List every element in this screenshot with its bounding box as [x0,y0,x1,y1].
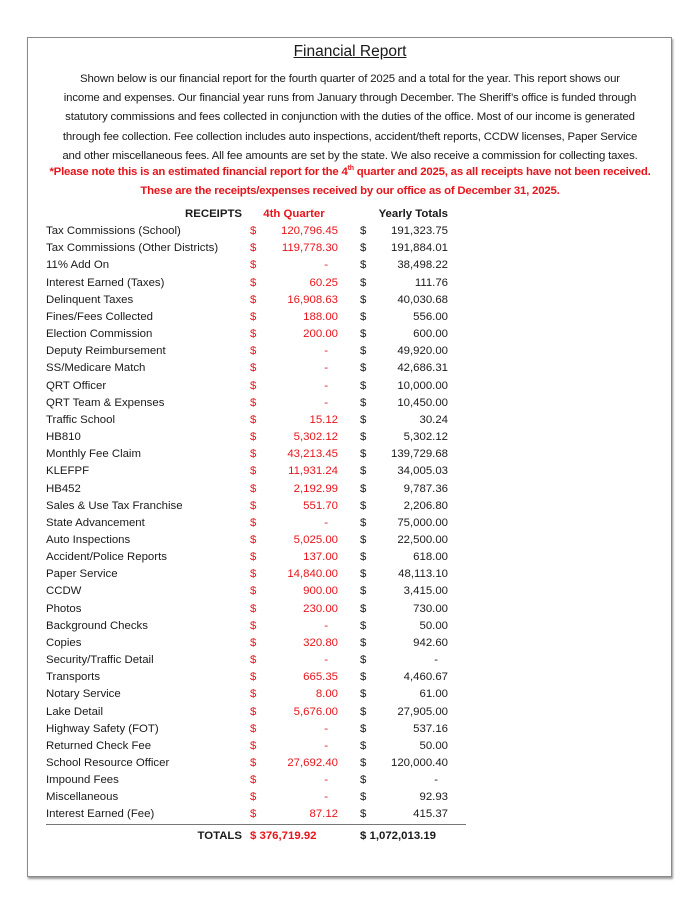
quarter-value: - [324,739,328,752]
row-label: Monthly Fee Claim [46,448,141,461]
row-label: Photos [46,602,82,615]
quarter-value: - [324,654,328,667]
yearly-value: 415.37 [372,806,448,824]
yearly-currency: $ [360,636,367,649]
quarter-value: 14,840.00 [287,568,338,581]
yearly-value: 50.00 [419,739,448,752]
table-row [46,772,466,789]
table-row [46,257,466,274]
yearly-currency: $ [360,225,367,238]
yearly-value: 3,415.00 [403,585,448,598]
row-label: Sales & Use Tax Franchise [46,499,183,512]
yearly-currency: $ [360,328,367,341]
note-line-2: These are the receipts/expenses received by our office as of December 31, 2025. [140,185,560,197]
quarter-currency: $ [250,396,257,409]
yearly-value: 120,000.40 [390,757,448,769]
intro-line: and other miscellaneous fees. All fee amounts are set by the state. We also receive a commission for collecting taxes. [62,149,638,162]
quarter-currency: $ [250,585,257,598]
yearly-currency: $ [360,806,372,824]
quarter-currency: $ [250,499,257,512]
quarter-currency: $ [250,806,262,824]
row-label: CCDW [46,585,82,598]
quarter-currency: $ [250,722,257,735]
table-row [46,566,466,583]
row-label: KLEFPF [46,465,90,478]
row-label: Miscellaneous [46,791,119,804]
quarter-value: 27,692.40 [287,757,338,769]
quarter-currency: $ [250,431,257,444]
quarter-currency: $ [250,654,257,667]
quarter-currency: $ [250,551,257,564]
table-row [46,309,466,326]
yearly-value: 9,787.36 [403,482,448,495]
quarter-currency: $ [250,757,257,769]
quarter-value: 119,778.30 [281,242,338,255]
yearly-value: - [434,654,438,667]
yearly-currency: $ [360,413,367,426]
row-label: Tax Commissions (School) [46,225,181,238]
quarter-currency: $ [250,242,257,255]
row-label: 11% Add On [46,259,110,272]
table-row [46,721,466,738]
row-label: Traffic School [46,413,116,426]
yearly-currency: $ [360,705,367,718]
yearly-value: 191,323.75 [390,225,448,238]
yearly-currency: $ [360,791,367,804]
yearly-value: 10,450.00 [397,396,448,409]
note-superscript: th [347,165,354,172]
yearly-currency: $ [360,688,367,701]
row-label: Fines/Fees Collected [46,310,153,323]
yearly-value: 48,113.10 [398,568,448,581]
quarter-currency: $ [250,225,257,238]
yearly-currency: $ [360,448,367,461]
yearly-currency: $ [360,259,367,272]
table-row [46,498,466,515]
quarter-currency: $ [250,516,257,529]
quarter-currency: $ [250,671,257,684]
quarter-value: - [324,379,328,392]
row-label: Lake Detail [46,705,103,718]
quarter-currency: $ [250,328,257,341]
quarter-currency: $ [250,533,257,546]
yearly-value: 27,905.00 [397,705,448,718]
yearly-currency: $ [360,722,367,735]
quarter-value: 5,302.12 [293,431,338,444]
table-header-row [46,206,466,223]
receipts-table [46,206,466,847]
table-row [46,223,466,240]
table-row [46,292,466,309]
quarter-value: 87.12 [262,806,338,824]
yearly-value: 34,005.03 [397,465,448,478]
intro-line: income and expenses. Our financial year runs from January through December. The Sheriff’s office is funded through [63,92,637,105]
quarter-value: 320.80 [303,636,338,649]
yearly-value: - [434,774,438,787]
yearly-currency: $ [360,431,367,444]
quarter-value: 230.00 [303,602,338,615]
table-row [46,635,466,652]
yearly-currency: $ [360,654,367,667]
row-label: Transports [46,671,101,684]
quarter-value: - [324,722,328,735]
table-row [46,686,466,703]
yearly-value: 537.16 [413,722,448,735]
table-row [46,275,466,292]
quarter-currency: $ [250,413,257,426]
row-label: Paper Service [46,568,118,581]
yearly-value: 111.76 [414,276,448,289]
table-row [46,326,466,343]
header-receipts: RECEIPTS [185,208,242,220]
table-row [46,395,466,412]
yearly-currency: $ [360,379,367,392]
row-label: Security/Traffic Detail [46,654,154,667]
yearly-value: 30.24 [419,413,448,426]
quarter-currency: $ [250,774,257,787]
quarter-value: 2,192.99 [293,482,338,495]
quarter-value: - [324,396,328,409]
table-row [46,412,466,429]
row-label: Delinquent Taxes [46,293,134,306]
table-row [46,704,466,721]
quarter-value: 16,908.63 [287,293,338,306]
yearly-currency: $ [360,671,367,684]
quarter-value: 43,213.45 [287,448,338,461]
table-row [46,532,466,549]
table-row [46,463,466,480]
yearly-value: 4,460.67 [403,671,448,684]
quarter-value: - [324,516,328,529]
row-label: HB452 [46,482,81,495]
header-yearly-totals: Yearly Totals [378,208,448,220]
yearly-currency: $ [360,602,367,615]
row-label: Copies [46,636,82,649]
yearly-currency: $ [360,757,367,769]
yearly-currency: $ [360,482,367,495]
totals-label: TOTALS [197,829,242,842]
quarter-value: - [324,619,328,632]
yearly-value: 50.00 [419,619,448,632]
row-label: Deputy Reimbursement [46,345,166,358]
table-row [46,446,466,463]
yearly-currency: $ [360,396,367,409]
quarter-value: 5,025.00 [293,533,338,546]
yearly-value: 40,030.68 [397,293,448,306]
row-label: Accident/Police Reports [46,551,167,564]
quarter-value: 8.00 [315,688,338,701]
table-row [46,429,466,446]
totals-row [46,824,466,847]
intro-paragraph [42,70,658,166]
quarter-value: 900.00 [303,585,338,598]
quarter-currency: $ [250,791,257,804]
quarter-value: 188.00 [303,310,338,323]
yearly-currency: $ [360,276,367,289]
quarter-currency: $ [250,276,257,289]
intro-line: through fee collection. Fee collection includes auto inspections, accident/theft reports, CCDW licenses, Paper Service [62,130,638,143]
yearly-currency: $ [360,774,367,787]
header-4th-quarter: 4th Quarter [263,208,325,220]
yearly-value: 600.00 [413,328,448,341]
quarter-value: - [324,362,328,375]
quarter-currency: $ [250,310,257,323]
yearly-currency: $ [360,533,367,546]
totals-yearly: $ 1,072,013.19 [360,829,437,842]
table-row [46,618,466,635]
yearly-value: 42,686.31 [397,362,448,375]
quarter-currency: $ [250,688,257,701]
table-row [46,601,466,618]
row-label: Notary Service [46,688,121,701]
row-label: SS/Medicare Match [46,362,146,375]
quarter-value: - [324,259,328,272]
yearly-value: 75,000.00 [397,516,448,529]
row-label: Interest Earned (Fee) [46,806,250,824]
quarter-value: 11,931.24 [288,465,338,478]
yearly-currency: $ [360,293,367,306]
quarter-value: 5,676.00 [293,705,338,718]
table-row [46,515,466,532]
row-label: State Advancement [46,516,145,529]
quarter-currency: $ [250,482,257,495]
yearly-currency: $ [360,516,367,529]
table-row [46,583,466,600]
yearly-value: 191,884.01 [390,242,448,255]
table-row [46,669,466,686]
row-label: HB810 [46,431,81,444]
quarter-value: - [324,774,328,787]
yearly-value: 618.00 [413,551,448,564]
table-row [46,240,466,257]
yearly-value: 730.00 [413,602,448,615]
row-label: Tax Commissions (Other Districts) [46,242,219,255]
yearly-currency: $ [360,345,367,358]
yearly-value: 10,000.00 [397,379,448,392]
table-row [46,755,466,772]
quarter-value: 200.00 [303,328,338,341]
yearly-currency: $ [360,465,367,478]
intro-line: statutory commissions and fees collected in conjunction with the duties of the office. Most of our income is generated [65,111,635,124]
quarter-value: 137.00 [303,551,338,564]
row-label: Background Checks [46,619,148,632]
intro-line: Shown below is our financial report for the fourth quarter of 2025 and a total for the year. This report shows our [80,73,620,85]
row-label: Election Commission [46,328,153,341]
quarter-value: 15.12 [309,413,338,426]
yearly-value: 942.60 [413,636,448,649]
yearly-value: 22,500.00 [397,533,448,546]
quarter-currency: $ [250,259,257,272]
quarter-currency: $ [250,362,257,375]
table-row [46,738,466,755]
note-line-1-post: quarter and 2025, as all receipts have not been received. [353,166,651,178]
yearly-currency: $ [360,619,367,632]
yearly-value: 38,498.22 [397,259,448,272]
quarter-currency: $ [250,705,257,718]
quarter-value: 551.70 [303,499,338,512]
yearly-value: 139,729.68 [390,448,448,461]
quarter-value: - [324,791,328,804]
row-label: Returned Check Fee [46,739,152,752]
table-row [46,481,466,498]
table-row [46,652,466,669]
row-label: School Resource Officer [46,757,170,769]
row-label: Highway Safety (FOT) [46,722,159,735]
yearly-value: 92.93 [419,791,448,804]
page-title: Financial Report [293,43,407,60]
table-row [46,378,466,395]
row-label: Impound Fees [46,774,119,787]
row-label: Auto Inspections [46,533,131,546]
table-row [46,549,466,566]
quarter-currency: $ [250,602,257,615]
quarter-currency: $ [250,636,257,649]
table-row [46,343,466,360]
quarter-currency: $ [250,345,257,358]
row-label: QRT Team & Expenses [46,396,165,409]
quarter-value: 60.25 [309,276,338,289]
quarter-currency: $ [250,619,257,632]
quarter-value: 120,796.45 [280,225,338,238]
yearly-currency: $ [360,362,367,375]
quarter-currency: $ [250,739,257,752]
yearly-currency: $ [360,585,367,598]
quarter-value: - [324,345,328,358]
yearly-currency: $ [360,242,367,255]
yearly-currency: $ [360,739,367,752]
quarter-value: 665.35 [303,671,338,684]
yearly-value: 61.00 [419,688,448,701]
note-line-1-pre: *Please note this is an estimated financial report for the 4 [49,166,348,178]
yearly-currency: $ [360,499,367,512]
note-line-1 [30,163,670,182]
yearly-value: 49,920.00 [397,345,448,358]
yearly-value: 2,206.80 [403,499,448,512]
yearly-currency: $ [360,568,367,581]
estimate-note [30,163,670,201]
row-label: Interest Earned (Taxes) [46,276,165,289]
quarter-currency: $ [250,448,257,461]
yearly-currency: $ [360,310,367,323]
totals-quarter: $ 376,719.92 [250,829,317,842]
quarter-currency: $ [250,379,257,392]
quarter-currency: $ [250,465,257,478]
table-row [46,360,466,377]
table-row [46,789,466,806]
yearly-value: 5,302.12 [403,431,448,444]
quarter-currency: $ [250,293,257,306]
yearly-currency: $ [360,551,367,564]
yearly-value: 556.00 [413,310,448,323]
table-row [46,806,466,824]
quarter-currency: $ [250,568,257,581]
row-label: QRT Officer [46,379,107,392]
